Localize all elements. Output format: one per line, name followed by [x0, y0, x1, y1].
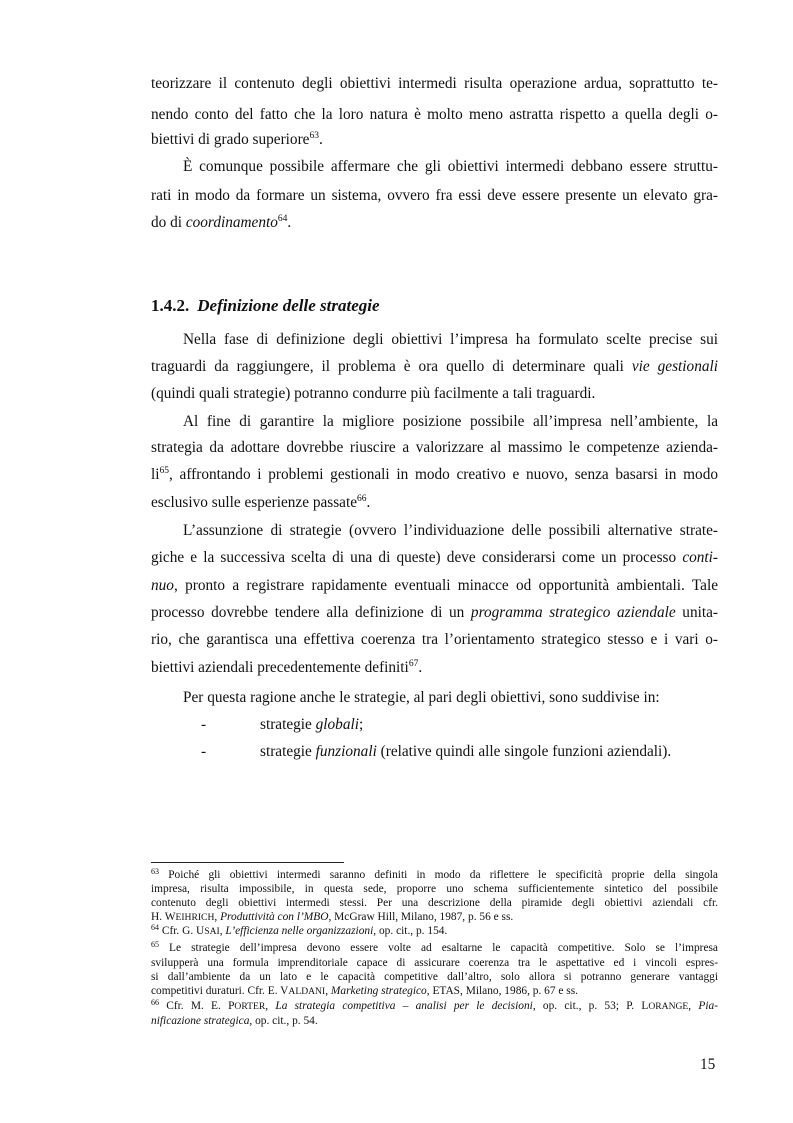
- footnote-ref-65[interactable]: 65: [159, 466, 169, 476]
- body-line: È comunque possibile affermare che gli obiettivi intermedi debbano essere struttu-: [183, 158, 718, 175]
- body-line: biettivi aziendali precedentemente definiti$^{67}$.: [151, 659, 423, 676]
- list-item: strategie funzionali (relative quindi alle singole funzioni aziendali).: [260, 743, 672, 760]
- body-line: Al fine di garantire la migliore posizione possibile all’impresa nell’ambiente, la: [183, 413, 718, 430]
- body-line: (quindi quali strategie) potranno condurre più facilmente a tali traguardi.: [151, 385, 596, 402]
- body-line: Nella fase di definizione degli obiettivi l’impresa ha formulato scelte precise sui: [183, 331, 718, 348]
- body-line: rio, che garantisca una effettiva coerenza tra l’orientamento strategico stesso e i vari o-: [151, 631, 718, 648]
- footnote-line: H. WEIHRICH, Produttività con l’MBO, McGraw Hill, Milano, 1987, p. 56 e ss.: [151, 911, 514, 923]
- footnote-66: $^{66}$ Cfr. M. E. PORTER, La strategia competitiva – analisi per le decisioni, op. cit., p. 53; P. LORANGE, Pia-: [151, 998, 718, 1012]
- body-line: Per questa ragione anche le strategie, al pari degli obiettivi, sono suddivise in:: [183, 689, 660, 706]
- body-line: giche e la successiva scelta di una di queste) deve considerarsi come un processo conti-: [151, 549, 718, 566]
- footnote-line: nificazione strategica, op. cit., p. 54.: [151, 1015, 318, 1027]
- body-line: esclusivo sulle esperienze passate$^{66}$.: [151, 494, 371, 511]
- bullet-mark: -: [201, 743, 207, 760]
- body-line: nendo conto del fatto che la loro natura è molto meno astratta rispetto a quella degli o-: [151, 106, 718, 123]
- page-number: 15: [700, 1056, 716, 1073]
- footnote-ref-63[interactable]: 63: [309, 131, 319, 141]
- section-heading: [151, 296, 380, 316]
- body-line: nuo, pronto a registrare rapidamente eventuali minacce od opportunità ambientali. Tale: [151, 577, 718, 594]
- footnote-line: impresa, risulta impossibile, in questa sede, proporre uno schema sufficientemente sintetico del possibile: [151, 883, 718, 895]
- body-line: traguardi da raggiungere, il problema è ora quello di determinare quali vie gestionali: [151, 358, 718, 375]
- body-line: $li^{65}$, affrontando i problemi gestionali in modo creativo e nuovo, senza basarsi in modo: [151, 466, 718, 483]
- body-line: do di coordinamento$^{64}$.: [151, 214, 292, 231]
- section-title: Definizione delle strategie: [197, 296, 380, 315]
- footnote-ref-64[interactable]: 64: [277, 214, 288, 224]
- body-line: processo dovrebbe tendere alla definizione di un programma strategico aziendale unita-: [151, 604, 718, 621]
- footnote-line: competitivi duraturi. Cfr. E. VALDANI, Marketing strategico, ETAS, Milano, 1986, p. 67 e ss.: [151, 985, 579, 997]
- footnote-ref-66[interactable]: 66: [357, 494, 367, 504]
- list-item: strategie globali;: [260, 716, 364, 733]
- footnote-65: $^{65}$ Le strategie dell’impresa devono essere volte ad esaltarne le capacità competitive. Solo se l’impresa: [151, 940, 718, 954]
- body-line: teorizzare il contenuto degli obiettivi intermedi risulta operazione ardua, soprattutto te-: [151, 75, 718, 92]
- footnote-64: $^{64}$ Cfr. G. USAI, L’efficienza nelle organizzazioni, op. cit., p. 154.: [151, 923, 448, 937]
- footnote-ref-67[interactable]: 67: [408, 659, 419, 669]
- footnote-line: contenuto degli obiettivi intermedi stessi. Per una descrizione della piramide degli obiettivi aziendali cfr.: [151, 897, 718, 909]
- body-line: biettivi di grado superiore$^{63}$.: [151, 131, 323, 148]
- bullet-mark: -: [201, 716, 207, 733]
- section-number: 1.4.2.: [151, 296, 190, 315]
- footnote-line: si dall’ambiente da un lato e le capacità competitive dall’altro, solo allora si potranno generare vantaggi: [151, 971, 718, 983]
- footnote-63: $^{63}$ Poiché gli obiettivi intermedi saranno definiti in modo da riflettere le specificità proprie della singola: [151, 867, 718, 881]
- body-line: strategia da adottare dovrebbe riuscire a valorizzare al massimo le competenze azienda-: [151, 439, 718, 456]
- footnote-separator: [151, 862, 344, 863]
- body-line: L’assunzione di strategie (ovvero l’individuazione delle possibili alternative strate-: [183, 522, 718, 539]
- footnote-line: svilupperà una formula imprenditoriale capace di assicurare coerenza tra le aspettative ed i vincoli espres-: [151, 957, 718, 969]
- body-line: rati in modo da formare un sistema, ovvero fra essi deve essere presente un elevato gra-: [151, 187, 718, 204]
